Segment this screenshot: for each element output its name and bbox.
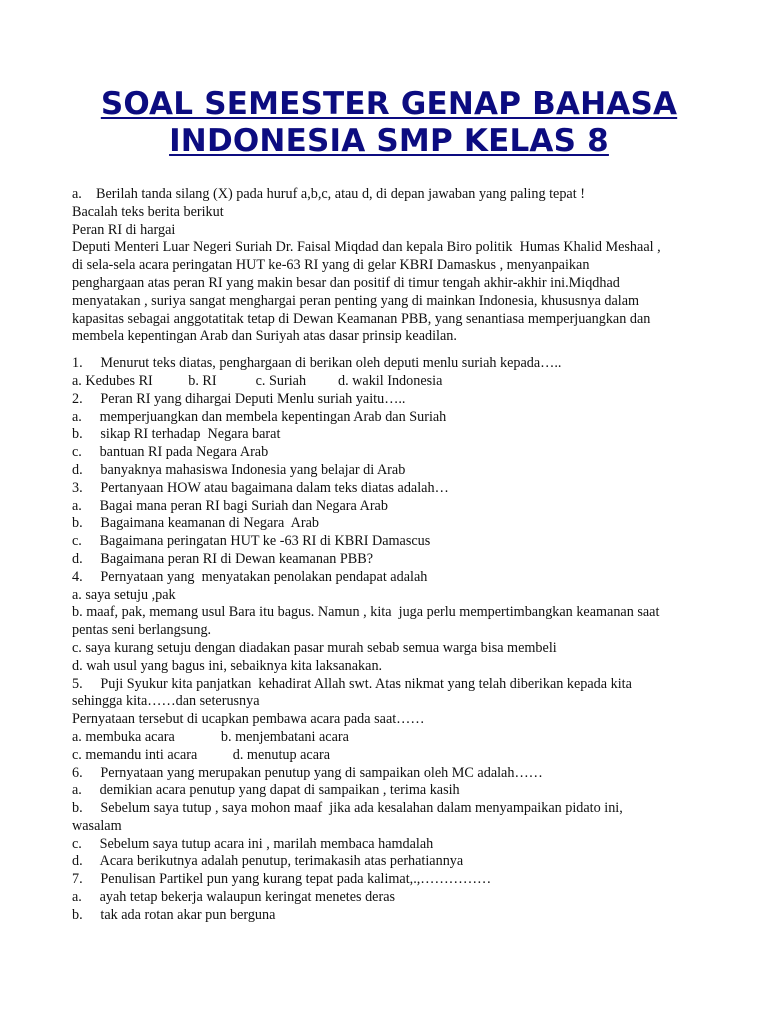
page-title [0,86,768,160]
question-6-option-b-cont: wasalam [72,817,122,834]
question-4-option-a: a. saya setuju ,pak [72,586,176,603]
title-line-1: SOAL SEMESTER GENAP BAHASA [100,86,678,122]
question-4: 4. Pernyataan yang menyatakan penolakan pendapat adalah [72,568,428,585]
question-5-prompt: Pernyataan tersebut di ucapkan pembawa acara pada saat…… [72,711,425,728]
question-6-option-a: a. demikian acara penutup yang dapat di sampaikan , terima kasih [72,782,460,799]
question-3-option-d: d. Bagaimana peran RI di Dewan keamanan PBB? [72,550,373,567]
question-6: 6. Pernyataan yang merupakan penutup yang di sampaikan oleh MC adalah…… [72,764,543,781]
question-1: 1. Menurut teks diatas, penghargaan di berikan oleh deputi menlu suriah kepada….. [72,355,562,372]
question-3-option-b: b. Bagaimana keamanan di Negara Arab [72,515,319,532]
question-7: 7. Penulisan Partikel pun yang kurang tepat pada kalimat,.,…………… [72,871,492,888]
question-2-option-d: d. banyaknya mahasiswa Indonesia yang belajar di Arab [72,461,406,478]
passage-line: kapasitas sebagai anggotatitak tetap di Dewan Keamanan PBB, yang senantiasa memperjuangkan dan [72,310,651,327]
question-4-option-d: d. wah usul yang bagus ini, sebaiknya kita laksanakan. [72,657,383,674]
question-2-option-a: a. memperjuangkan dan membela kepentingan Arab dan Suriah [72,408,447,425]
passage-line: menyatakan , suriya sangat menghargai peran penting yang di mainkan Indonesia, khususnya dalam [72,292,640,309]
question-2: 2. Peran RI yang dihargai Deputi Menlu suriah yaitu….. [72,390,406,407]
question-4-option-b-cont: pentas seni berlangsung. [72,622,212,639]
question-3-option-c: c. Bagaimana peringatan HUT ke -63 RI di KBRI Damascus [72,533,431,550]
question-3: 3. Pertanyaan HOW atau bagaimana dalam teks diatas adalah… [72,479,449,496]
passage-line: di sela-sela acara peringatan HUT ke-63 RI yang di gelar KBRI Damaskus , menyanpaikan [72,257,590,274]
passage-line: penghargaan atas peran RI yang makin besar dan positif di timur tengah akhir-akhir ini.Miqdhad [72,274,620,291]
document-body [72,186,712,925]
question-7-option-b: b. tak ada rotan akar pun berguna [72,906,276,923]
instructions-and-passage [72,186,712,346]
instruction-line: a. Berilah tanda silang (X) pada huruf a,b,c, atau d, di depan jawaban yang paling tepat ! [72,186,585,202]
question-5: 5. Puji Syukur kita panjatkan kehadirat Allah swt. Atas nikmat yang telah diberikan kepada kita [72,675,632,692]
question-5-options-ab: a. membuka acara b. menjembatani acara [72,728,349,745]
question-4-option-b: b. maaf, pak, memang usul Bara itu bagus. Namun , kita juga perlu mempertimbangkan keamanan saat [72,604,660,621]
question-6-option-b: b. Sebelum saya tutup , saya mohon maaf jika ada kesalahan dalam menyampaikan pidato ini, [72,800,623,817]
passage-line: Deputi Menteri Luar Negeri Suriah Dr. Faisal Miqdad dan kepala Biro politik Humas Khalid Meshaal , [72,239,661,256]
title-line-2: INDONESIA SMP KELAS 8 [169,123,609,159]
question-2-option-b: b. sikap RI terhadap Negara barat [72,426,281,443]
passage-title: Peran RI di hargai [72,221,176,238]
question-4-option-c: c. saya kurang setuju dengan diadakan pasar murah sebab semua warga bisa membeli [72,639,557,656]
question-list [72,355,712,925]
question-7-option-a: a. ayah tetap bekerja walaupun keringat menetes deras [72,889,396,906]
passage-line: membela kepentingan Arab dan Suriyah atas dasar prinsip keadilan. [72,328,457,345]
question-1-options: a. Kedubes RI b. RI c. Suriah d. wakil Indonesia [72,372,443,389]
paragraph-gap [72,346,712,355]
passage-prompt: Bacalah teks berita berikut [72,203,224,220]
question-3-option-a: a. Bagai mana peran RI bagi Suriah dan Negara Arab [72,497,388,514]
question-2-option-c: c. bantuan RI pada Negara Arab [72,444,269,461]
question-5-cont: sehingga kita……dan seterusnya [72,693,260,710]
question-5-options-cd: c. memandu inti acara d. menutup acara [72,746,331,763]
question-6-option-d: d. Acara berikutnya adalah penutup, terimakasih atas perhatiannya [72,853,464,870]
question-6-option-c: c. Sebelum saya tutup acara ini , marilah membaca hamdalah [72,835,434,852]
